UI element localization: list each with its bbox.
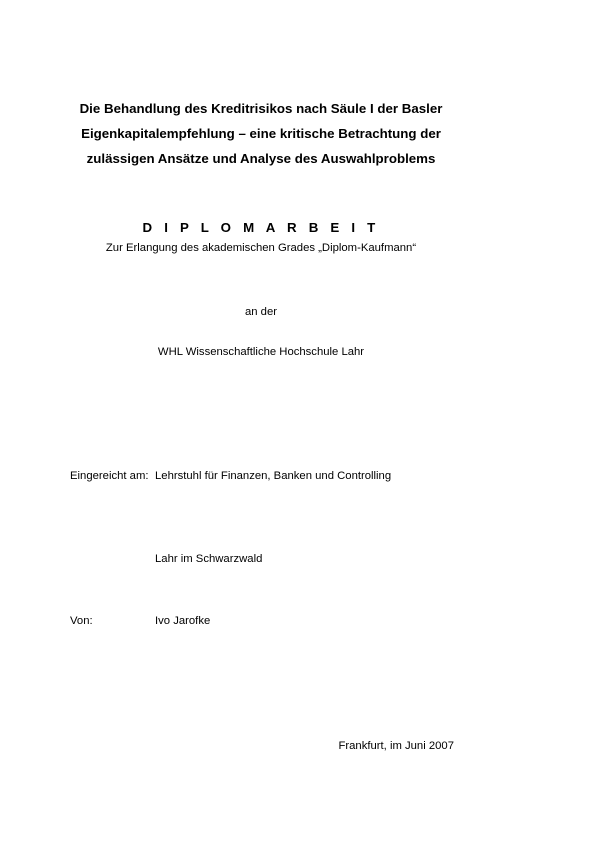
degree-line: Zur Erlangung des akademischen Grades „Diplom-Kaufmann“ [105, 242, 417, 254]
author-label: Von: [70, 615, 93, 627]
chair-name: Lehrstuhl für Finanzen, Banken und Controlling [155, 470, 392, 482]
thesis-title-line-1: Die Behandlung des Kreditrisikos nach Säule I der Basler [79, 101, 443, 116]
thesis-title-line-2: Eigenkapitalempfehlung – eine kritische Betrachtung der [81, 126, 441, 141]
thesis-title [62, 96, 460, 171]
place-and-date: Frankfurt, im Juni 2007 [338, 740, 454, 752]
thesis-type-heading: D I P L O M A R B E I T [142, 220, 380, 235]
institution-name: WHL Wissenschaftliche Hochschule Lahr [157, 346, 365, 358]
an-der-text: an der [244, 306, 278, 318]
author-name: Ivo Jarofke [155, 615, 211, 627]
submitted-label: Eingereicht am: [70, 470, 149, 482]
submission-location: Lahr im Schwarzwald [155, 553, 263, 565]
thesis-title-line-3: zulässigen Ansätze und Analyse des Auswahlproblems [86, 151, 436, 166]
